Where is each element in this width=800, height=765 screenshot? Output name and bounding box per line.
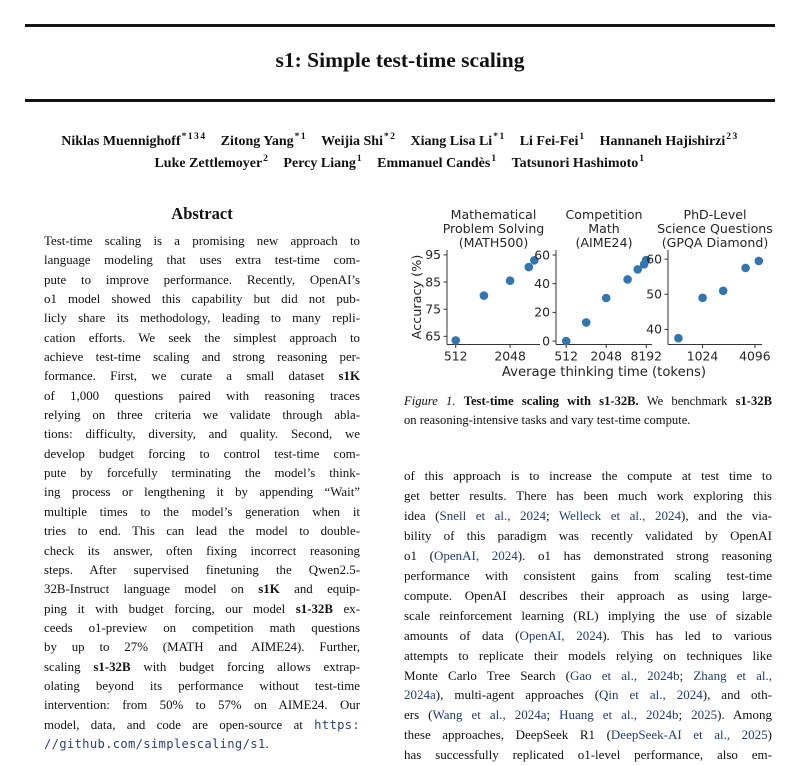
subplot-title-line: (GPQA Diamond) [661, 235, 769, 250]
bold-term: s1K [258, 582, 280, 597]
abstract-line: by up to 27% (MATH and AIME24). Further, [44, 640, 360, 655]
data-point [602, 294, 611, 303]
abstract-line: pute to improve performance. Recently, OpenAI’s [44, 272, 360, 287]
data-point [562, 337, 571, 346]
abstract-line: licly share its methodology, leading to many repli- [44, 311, 360, 326]
abstract-line: ceeds o1-preview on competition math questions [44, 620, 360, 635]
author-affiliation-sup: 1 [356, 154, 364, 164]
citation-link[interactable]: OpenAI, 2024 [519, 627, 603, 643]
abstract-line: model, data, and code are open-source at https: [44, 717, 360, 732]
author-affiliation-sup: 2 [263, 154, 270, 164]
body-line: compute. OpenAI describes their approach as using large- [404, 587, 772, 603]
author-name: Li Fei-Fei$^1$ [519, 132, 586, 149]
author-name: Niklas Muennighoff$^{*134}$ [61, 132, 207, 149]
data-point [719, 287, 728, 296]
caption-segment: We benchmark [638, 394, 736, 408]
x-tick-label: 4096 [739, 348, 771, 364]
title-rule [25, 99, 775, 102]
author-affiliation-sup: *1 [294, 132, 308, 142]
author-line-2 [0, 154, 800, 172]
caption-segment: Figure 1. [404, 394, 456, 408]
abstract-line: scaling s1-32B with budget forcing allows extrap- [44, 659, 360, 674]
subplot-title-line: Science Questions [657, 221, 773, 236]
abstract-line: olating beyond its performance without test-time [44, 678, 360, 693]
caption-segment: on reasoning-intensive tasks and vary test-time compute. [404, 413, 691, 427]
author-affiliation-sup: 1 [491, 154, 498, 164]
abstract-line: tries to end. This can lead the model to double- [44, 524, 360, 539]
abstract-line: 32B-Instruct language model on s1K and equip- [44, 582, 360, 597]
y-tick-label: 50 [646, 286, 662, 302]
top-rule [25, 24, 775, 27]
body-line: performance with consistent gains from scaling test-time [404, 567, 772, 583]
repo-url-link[interactable]: https: [314, 717, 360, 732]
author-name: Luke Zettlemoyer$^2$ [154, 154, 270, 171]
author-name: Percy Liang$^1$ [283, 154, 364, 171]
abstract-line: develop budget forcing to control test-time com- [44, 446, 360, 461]
caption-segment [455, 394, 463, 408]
citation-link[interactable]: Wang et al., 2024a [432, 707, 547, 723]
author-affiliation-sup: 1 [579, 132, 586, 142]
figure-1-caption [404, 392, 772, 430]
abstract-line: relying on three criteria we validate through abla- [44, 408, 360, 423]
figure-1-chart [404, 203, 772, 385]
abstract-line: Test-time scaling is a promising new approach to [44, 234, 360, 248]
citation-link[interactable]: 2025 [691, 707, 718, 723]
subplot-title-line: (AIME24) [575, 235, 633, 250]
x-tick-label: 512 [443, 348, 468, 364]
body-line: has successfully replicated o1-level performance, also em- [404, 747, 772, 763]
x-tick-label: 2048 [590, 348, 622, 364]
citation-link[interactable]: Qin et al., 2024 [599, 687, 703, 703]
author-name: Hannaneh Hajishirzi$^{23}$ [599, 132, 739, 149]
caption-line [404, 392, 772, 411]
y-tick-label: 95 [425, 247, 441, 263]
subplot [534, 207, 662, 364]
x-tick-label: 8192 [630, 348, 663, 364]
y-tick-label: 0 [542, 333, 550, 349]
citation-link[interactable]: Zhang et al., [693, 667, 772, 683]
abstract-heading: Abstract [171, 204, 233, 223]
data-point [755, 257, 764, 266]
body-line: idea (Snell et al., 2024; Welleck et al., 2024), and the via- [404, 507, 772, 523]
caption-segment: s1-32B [735, 394, 772, 408]
author-name: Emmanuel Candès$^1$ [377, 154, 498, 171]
author-name: Xiang Lisa Li$^{*1}$ [410, 132, 506, 149]
data-point [623, 275, 632, 284]
x-axis-label: Average thinking time (tokens) [501, 365, 707, 380]
x-tick-label: 1024 [686, 348, 719, 364]
citation-link[interactable]: 2024a [404, 687, 436, 703]
y-tick-label: 40 [534, 275, 550, 291]
body-line: 2024a), multi-agent approaches (Qin et al., 2024), and oth- [404, 687, 773, 703]
body-line: get better results. There has been much work exploring this [404, 487, 772, 503]
y-axis-label: Accuracy (%) [410, 254, 425, 340]
caption-segment: Test-time scaling with s1-32B. [463, 394, 639, 408]
data-point [698, 294, 707, 303]
data-point [741, 264, 750, 273]
y-tick-label: 20 [534, 304, 550, 320]
data-point [506, 276, 515, 285]
subplot [646, 207, 773, 364]
bold-term: s1K [338, 369, 360, 384]
citation-link[interactable]: OpenAI, 2024 [433, 547, 518, 563]
abstract-line: intervention: from 50% to 57% on AIME24. Our [44, 698, 360, 713]
subplot-title-line: PhD-Level [683, 207, 747, 222]
subplot-title-line: (MATH500) [458, 235, 529, 250]
x-tick-label: 512 [554, 348, 578, 364]
author-affiliation-sup: *2 [384, 132, 397, 142]
repo-url-link[interactable]: //github.com/simplescaling/s1 [44, 736, 266, 751]
author-affiliation-sup: *1 [493, 132, 506, 142]
author-affiliation-sup: *134 [181, 132, 207, 142]
data-point [480, 291, 489, 300]
data-point [451, 336, 460, 345]
subplot-title-line: Mathematical [450, 207, 537, 222]
abstract-line: pute by forcefully terminating the model’s think- [44, 466, 360, 481]
body-line: bility of this paradigm was recently validated by OpenAI [404, 527, 772, 543]
paper-title: s1: Simple test-time scaling [275, 48, 525, 72]
data-point [582, 318, 591, 327]
abstract-line: multiple times to the model’s generation when it [44, 504, 360, 519]
citation-link[interactable]: Welleck et al., 2024 [558, 507, 681, 523]
y-tick-label: 60 [534, 247, 550, 263]
abstract-line: language modeling that uses extra test-time com- [44, 253, 360, 268]
y-tick-label: 60 [646, 251, 662, 267]
abstract-line: of 1,000 questions paired with reasoning traces [44, 388, 360, 403]
body-line: attempts to replicate their models relying on techniques like [404, 647, 772, 663]
abstract-line: ping it with budget forcing, our model s1-32B ex- [44, 601, 360, 616]
abstract-line: achieve test-time scaling and strong reasoning per- [44, 350, 360, 365]
author-name: Weijia Shi$^{*2}$ [321, 132, 397, 149]
body-line: o1 (OpenAI, 2024). o1 has demonstrated strong reasoning [404, 547, 772, 563]
body-line: of this approach is to increase the compute at test time to [404, 468, 772, 483]
data-point [674, 334, 683, 343]
bold-term: s1-32B [93, 659, 131, 674]
body-line: scale reinforcement learning (RL) implying the use of sizable [404, 607, 772, 623]
subplot-title-line: Competition [565, 207, 643, 222]
abstract-line: //github.com/simplescaling/s1. [44, 736, 269, 751]
abstract-line: ing process or lengthening it by appending “Wait” [44, 485, 360, 500]
left-column [44, 204, 360, 754]
abstract-line: steps. After supervised finetuning the Qwen2.5- [44, 562, 360, 577]
y-tick-label: 75 [425, 301, 441, 317]
citation-link[interactable]: Snell et al., 2024 [439, 507, 547, 523]
data-point [525, 263, 534, 272]
caption-line [404, 411, 772, 430]
abstract-text [44, 232, 360, 754]
abstract-line: formance. First, we curate a small dataset s1K [44, 369, 360, 384]
subplot-title-line: Problem Solving [442, 221, 545, 236]
abstract-line: o1 model showed this capability but did not pub- [44, 292, 360, 307]
subplot-title-line: Math [588, 221, 620, 236]
author-line-1 [0, 132, 800, 150]
introduction-text [404, 466, 772, 765]
body-line: ers (Wang et al., 2024a; Huang et al., 2024b; 2025). Among [404, 707, 772, 723]
abstract-line: cation efforts. We seek the simplest approach to [44, 330, 360, 345]
x-tick-label: 2048 [494, 348, 526, 364]
y-tick-label: 85 [425, 274, 441, 290]
author-affiliation-sup: 23 [726, 132, 739, 142]
y-tick-label: 65 [425, 328, 441, 344]
y-tick-label: 40 [646, 321, 662, 337]
body-line: Monte Carlo Tree Search (Gao et al., 2024b; Zhang et al., [404, 667, 772, 683]
subplot [425, 207, 544, 364]
citation-link[interactable]: Gao et al., 2024b [569, 667, 680, 683]
citation-link[interactable]: DeepSeek-AI et al., 2025 [610, 727, 768, 743]
body-line: these approaches, DeepSeek R1 (DeepSeek-AI et al., 2025) [404, 727, 772, 743]
author-affiliation-sup: 1 [639, 154, 646, 164]
bold-term: s1-32B [295, 601, 333, 616]
abstract-line: tions: difficulty, diversity, and quality. Second, we [44, 427, 360, 442]
citation-link[interactable]: Huang et al., 2024b [559, 707, 679, 723]
abstract-line: check its answer, often fixing incorrect reasoning [44, 543, 360, 558]
author-name: Tatsunori Hashimoto$^1$ [511, 154, 646, 171]
body-line: amounts of data (OpenAI, 2024). This has led to various [404, 627, 772, 643]
author-name: Zitong Yang$^{*1}$ [220, 132, 308, 149]
